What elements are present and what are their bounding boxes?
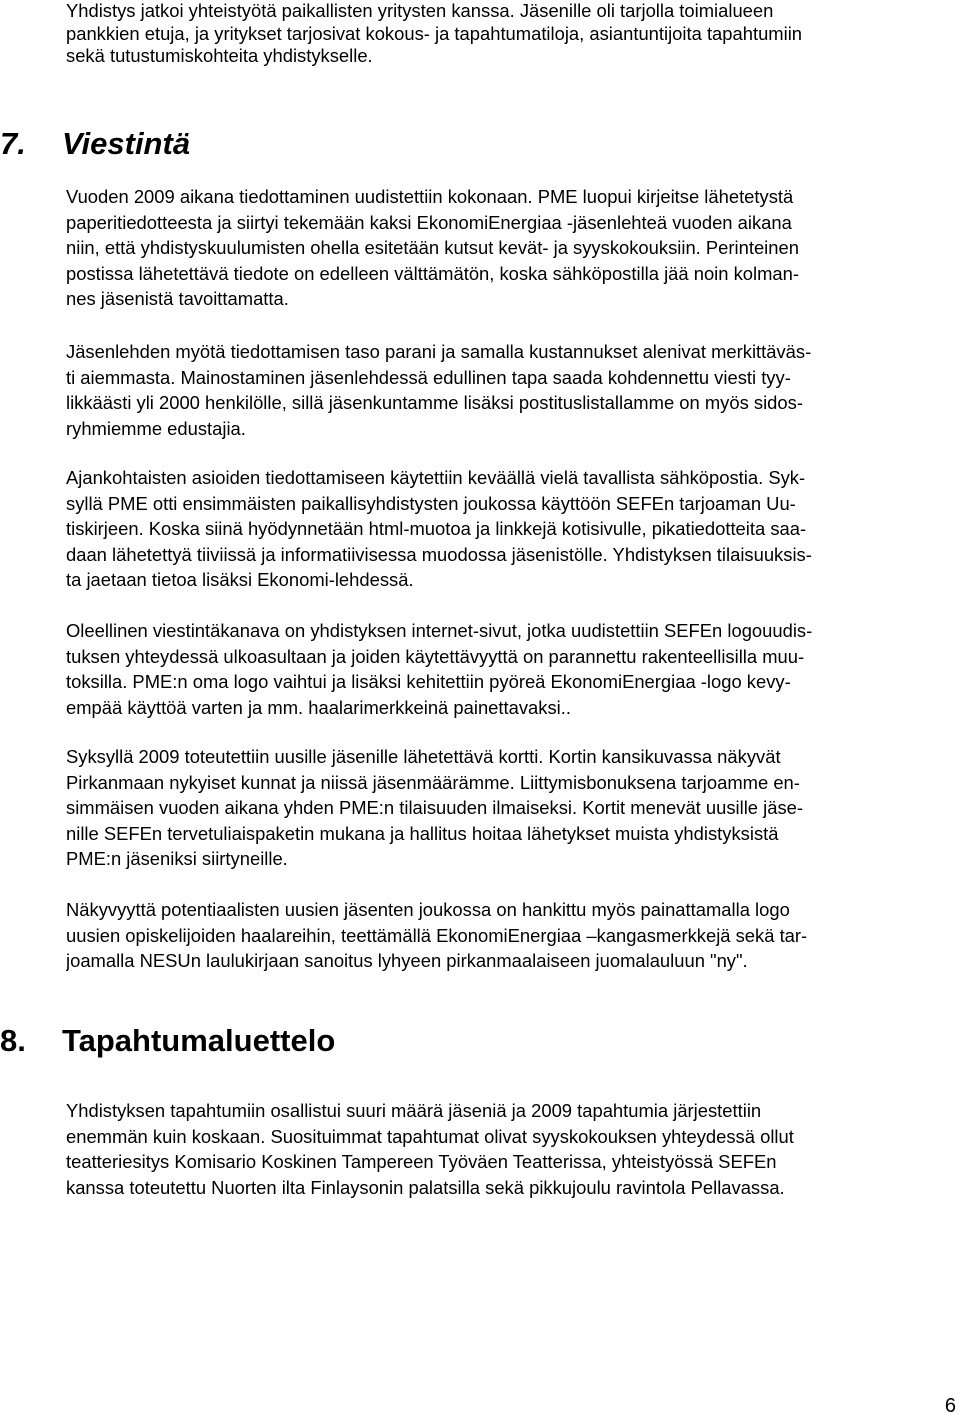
- paragraph: [66, 897, 960, 974]
- text-line: uusien opiskelijoiden haalareihin, teettämällä EkonomiEnergiaa –kangasmerkkejä sekä tar-: [66, 924, 808, 946]
- text-line: Yhdistys jatkoi yhteistyötä paikallisten yritysten kanssa. Jäsenille oli tarjolla toimialueen: [66, 0, 774, 21]
- text-line: empää käyttöä varten ja mm. haalarimerkkeinä painettavaksi..: [66, 696, 571, 718]
- text-line: kanssa toteutettu Nuorten ilta Finlaysonin palatsilla sekä pikkujoulu ravintola Pellavassa.: [66, 1176, 785, 1198]
- text-line: sekä tutustumiskohteita yhdistykselle.: [66, 45, 373, 67]
- paragraph: [66, 1098, 960, 1200]
- section-heading-viestinta: [0, 124, 400, 164]
- section-title: Viestintä: [62, 126, 191, 161]
- section-title: Tapahtumaluettelo: [62, 1023, 336, 1058]
- intro-paragraph: [66, 0, 960, 68]
- paragraph: [66, 339, 960, 441]
- text-line: pankkien etuja, ja yritykset tarjosivat kokous- ja tapahtumatiloja, asiantuntijoita tapahtumiin: [66, 22, 803, 44]
- paragraph: [66, 618, 960, 720]
- text-line: paperitiedotteesta ja siirtyi tekemään kaksi EkonomiEnergiaa -jäsenlehteä vuoden aikana: [66, 211, 792, 233]
- text-line: niin, että yhdistyskuulumisten ohella esitetään kutsut kevät- ja syyskokouksiin. Perinteinen: [66, 237, 799, 258]
- section-heading-tapahtumaluettelo: [0, 1021, 500, 1061]
- text-line: daan lähetettyä tiiviissä ja informatiivisessa muodossa jäsenistölle. Yhdistyksen tilaisuuksis-: [66, 543, 812, 565]
- text-line: Oleellinen viestintäkanava on yhdistyksen internet-sivut, jotka uudistettiin SEFEn logouudis-: [66, 620, 813, 641]
- text-line: simmäisen vuoden aikana yhden PME:n tilaisuuden ilmaiseksi. Kortit menevät uusille jäse-: [66, 797, 804, 818]
- text-line: Syksyllä 2009 toteutettiin uusille jäsenille lähetettävä kortti. Kortin kansikuvassa näkyvät: [66, 746, 781, 767]
- text-line: Näkyvyyttä potentiaalisten uusien jäsenten joukossa on hankittu myös painattamalla logo: [66, 899, 790, 920]
- text-line: nille SEFEn tervetuliaispaketin mukana ja hallitus hoitaa lähetykset muista yhdistyksistä: [66, 822, 779, 844]
- text-line: tuksen yhteydessä ulkoasultaan ja joiden käytettävyyttä on parannettu rakenteellisilla muu-: [66, 645, 805, 667]
- text-line: likkäästi yli 2000 henkilölle, sillä jäsenkuntamme lisäksi postituslistallamme on myös sidos-: [66, 392, 803, 413]
- text-line: Vuoden 2009 aikana tiedottaminen uudistettiin kokonaan. PME luopui kirjeitse lähetetystä: [66, 186, 794, 207]
- section-number: 7.: [0, 126, 26, 161]
- page-number: 6: [944, 1395, 956, 1417]
- text-line: enemmän kuin koskaan. Suosituimmat tapahtumat olivat syyskokouksen yhteydessä ollut: [66, 1125, 794, 1147]
- text-line: teatteriesitys Komisario Koskinen Tampereen Työväen Teatterissa, yhteistyössä SEFEn: [66, 1151, 777, 1172]
- text-line: ryhmiemme edustajia.: [66, 417, 246, 439]
- paragraph: [66, 184, 960, 312]
- text-line: postissa lähetettävä tiedote on edelleen välttämätön, koska sähköpostilla jää noin kolman-: [66, 262, 800, 284]
- paragraph: [66, 465, 960, 593]
- text-line: toksilla. PME:n oma logo vaihtui ja lisäksi kehitettiin pyöreä EkonomiEnergiaa -logo kevy-: [66, 671, 791, 692]
- text-line: tiskirjeen. Koska siinä hyödynnetään html-muotoa ja linkkejä kotisivulle, pikatiedotteita saa-: [66, 518, 807, 539]
- text-line: syllä PME otti ensimmäisten paikallisyhdistysten joukossa käyttöön SEFEn tarjoaman Uu-: [66, 492, 796, 514]
- text-line: joamalla NESUn laulukirjaan sanoitus lyhyeen pirkanmaalaiseen juomalauluun "ny".: [66, 950, 748, 971]
- text-line: PME:n jäseniksi siirtyneille.: [66, 848, 288, 869]
- text-line: nes jäsenistä tavoittamatta.: [66, 288, 289, 309]
- text-line: Ajankohtaisten asioiden tiedottamiseen käytettiin keväällä vielä tavallista sähköpostia. Syk-: [66, 467, 806, 488]
- section-number: 8.: [0, 1023, 26, 1058]
- text-line: Pirkanmaan nykyiset kunnat ja niissä jäsenmäärämme. Liittymisbonuksena tarjoamme en-: [66, 771, 800, 793]
- text-line: Yhdistyksen tapahtumiin osallistui suuri määrä jäseniä ja 2009 tapahtumia järjestettiin: [66, 1100, 762, 1121]
- text-line: Jäsenlehden myötä tiedottamisen taso parani ja samalla kustannukset alenivat merkittäväs-: [66, 341, 812, 362]
- paragraph: [66, 744, 960, 872]
- text-line: ta jaetaan tietoa lisäksi Ekonomi-lehdessä.: [66, 569, 414, 590]
- text-line: ti aiemmasta. Mainostaminen jäsenlehdessä edullinen tapa saada kohdennettu viesti tyy-: [66, 366, 791, 388]
